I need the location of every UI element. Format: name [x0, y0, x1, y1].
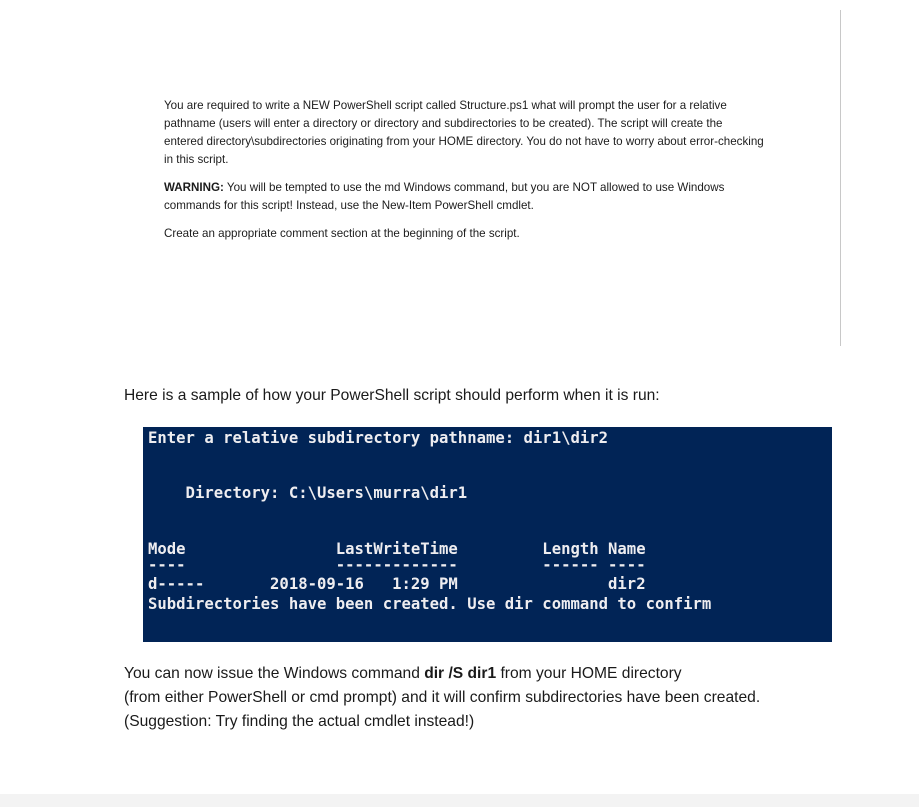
- console-directory-line: Directory: C:\Users\murra\dir1: [148, 484, 468, 502]
- dir-command: dir /S dir1: [424, 665, 497, 682]
- warning-text: You will be tempted to use the md Windows command, but you are NOT allowed to use Windows commands for this script! Instead, use the New-Item PowerShell cmdlet.: [164, 181, 725, 212]
- warning-paragraph: [164, 179, 764, 215]
- powershell-console-output: [143, 427, 832, 642]
- after-paragraph: [124, 662, 844, 734]
- after-line-2: (from either PowerShell or cmd prompt) and it will confirm subdirectories have been created.: [124, 689, 761, 706]
- intro-paragraph: You are required to write a NEW PowerShell script called Structure.ps1 what will prompt the user for a relative pathname (users will enter a directory or directory and subdirectories to be created). The script will create the entered directory\subdirectories originating from your HOME directory. You do not have to worry about error-checking in this script.: [164, 99, 764, 166]
- after-line-1-tail: from your HOME directory: [496, 665, 682, 682]
- page-margin-line: [840, 10, 841, 346]
- console-entry-line: d----- 2018-09-16 1:29 PM dir2: [148, 575, 646, 593]
- warning-label: WARNING:: [164, 181, 224, 194]
- bottom-band: [0, 794, 919, 807]
- console-prompt-line: Enter a relative subdirectory pathname: dir1\dir2: [148, 429, 609, 447]
- console-result-line: Subdirectories have been created. Use dir command to confirm: [148, 595, 712, 613]
- sample-heading: Here is a sample of how your PowerShell script should perform when it is run:: [124, 387, 660, 404]
- console-header-line: Mode LastWriteTime Length Name: [148, 540, 646, 558]
- after-line-3: (Suggestion: Try finding the actual cmdlet instead!): [124, 713, 475, 730]
- console-underline-line: ---- ------------- ------ ----: [148, 556, 646, 574]
- assignment-instructions: [164, 97, 764, 253]
- comment-note-paragraph: Create an appropriate comment section at the beginning of the script.: [164, 227, 520, 240]
- after-line-1: [124, 662, 844, 686]
- after-line-1-text: You can now issue the Windows command: [124, 665, 425, 682]
